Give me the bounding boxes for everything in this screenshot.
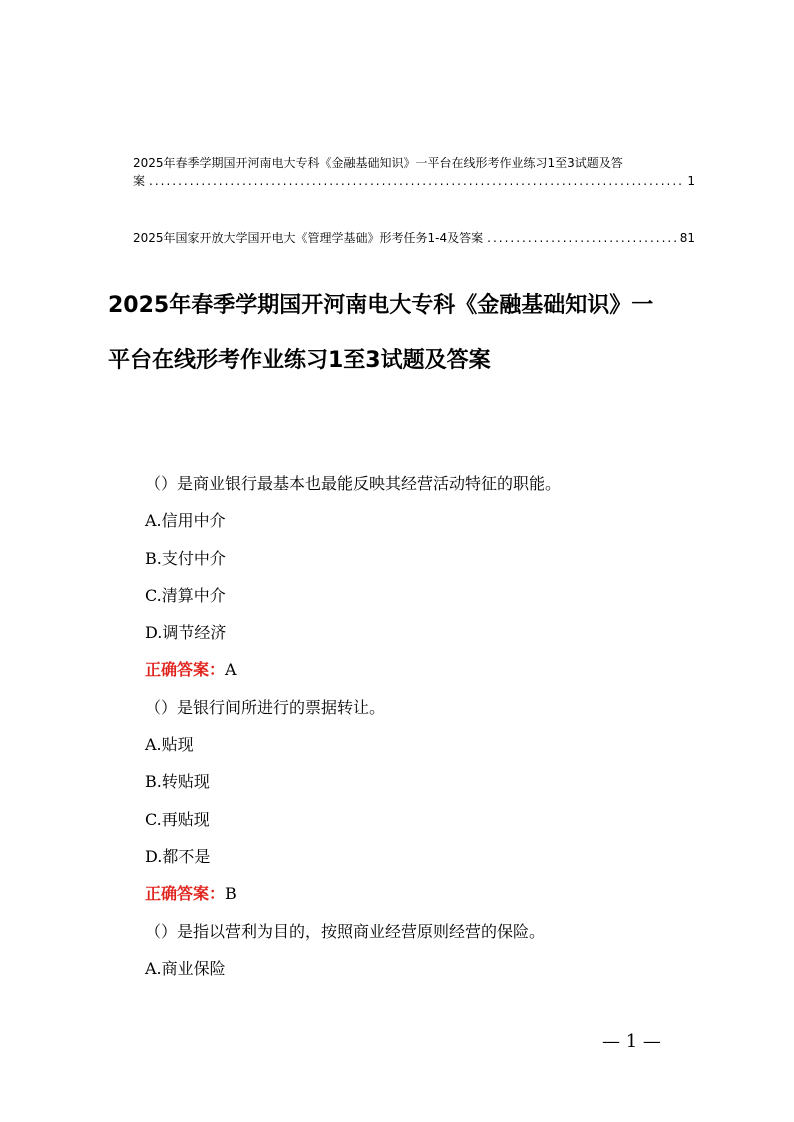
- correct-answer: [145, 880, 705, 917]
- correct-answer-value: B: [225, 884, 237, 904]
- toc-entry-title-line: [133, 229, 695, 247]
- toc-entry-title-cont: 案: [133, 174, 146, 188]
- page-number-footer: — 1 —: [602, 1031, 661, 1052]
- toc-page-number: 1: [687, 174, 695, 188]
- question-option: D.都不是: [145, 846, 211, 866]
- correct-answer-label: 正确答案：: [145, 884, 226, 904]
- toc-entry[interactable]: [133, 229, 695, 247]
- toc-entry-title: 2025年春季学期国开河南电大专科《金融基础知识》一平台在线形考作业练习1至3试题及答: [133, 156, 623, 170]
- question-option: A.信用中介: [145, 511, 226, 531]
- question-option: C.再贴现: [145, 809, 210, 829]
- question-option: D.调节经济: [145, 623, 227, 643]
- question-option: C.清算中介: [145, 585, 226, 605]
- toc-entry-title: 2025年国家开放大学国开电大《管理学基础》形考任务1-4及答案: [133, 231, 484, 245]
- toc-entry[interactable]: [133, 154, 695, 190]
- correct-answer-value: A: [225, 660, 237, 680]
- question-option: A.贴现: [145, 735, 194, 755]
- document-title-line: 2025年春季学期国开河南电大专科《金融基础知识》一: [108, 293, 654, 318]
- question-option: B.转贴现: [145, 772, 210, 792]
- document-title-line: 平台在线形考作业练习1至3试题及答案: [108, 348, 491, 373]
- correct-answer-label: 正确答案：: [145, 660, 226, 680]
- toc-entry-title-line: [133, 154, 695, 172]
- toc-entry-title-line: [133, 172, 695, 190]
- question-stem: （）是指以营利为目的，按照商业经营原则经营的保险。: [145, 921, 546, 941]
- toc-leader-dots: [149, 172, 683, 190]
- toc-page-number: 81: [679, 231, 695, 245]
- question-option: B.支付中介: [145, 548, 226, 568]
- toc-leader-dots: [487, 229, 676, 247]
- document-title: [108, 292, 698, 375]
- question-stem: （）是银行间所进行的票据转让。: [145, 697, 386, 717]
- question-stem: （）是商业银行最基本也最能反映其经营活动特征的职能。: [145, 474, 562, 493]
- question-list: [145, 470, 705, 992]
- question-option: A.商业保险: [145, 958, 226, 978]
- correct-answer: [145, 656, 705, 693]
